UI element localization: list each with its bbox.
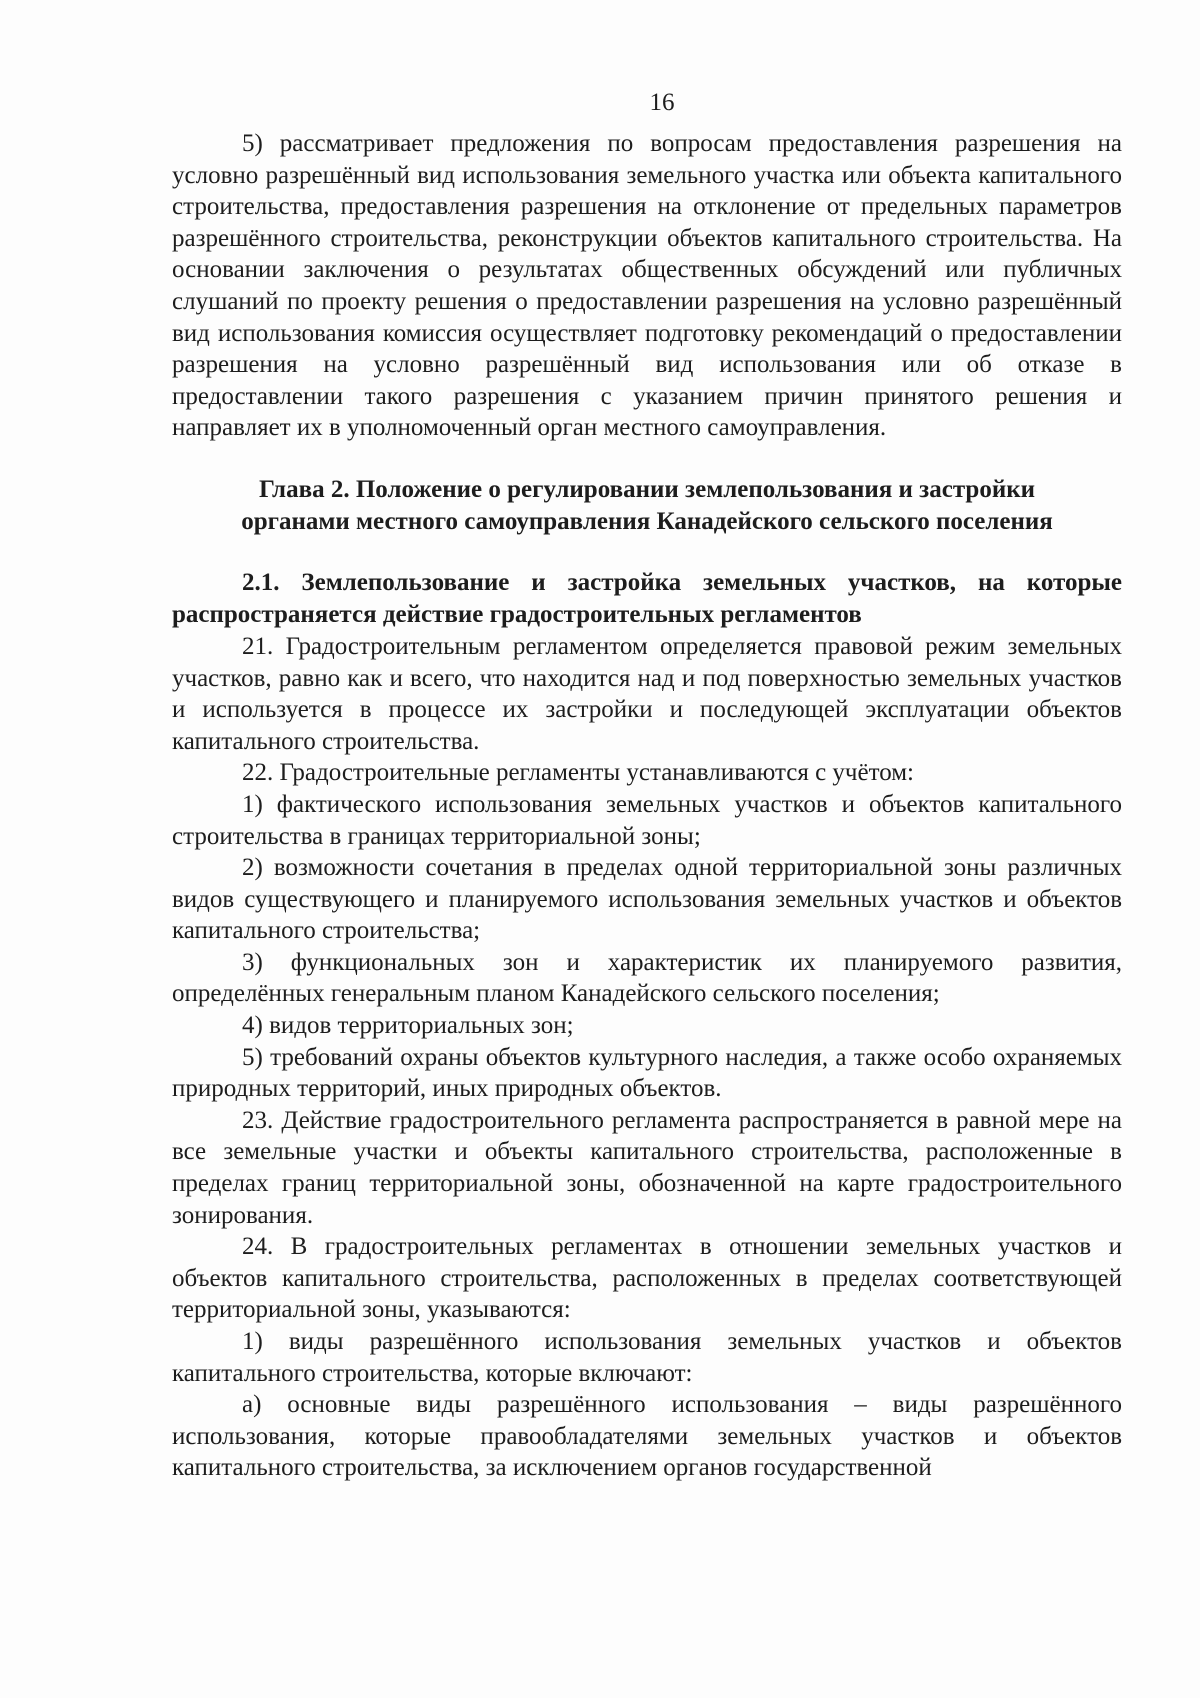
list-item-22-5: 5) требований охраны объектов культурного наследия, а также особо охраняемых природных территорий, иных природных объектов.: [172, 1043, 1122, 1103]
paragraph-21: 21. Градостроительным регламентом определяется правовой режим земельных участков, равно как и всего, что находится над и под поверхностью земельных участков и используется в процессе их застройки и последующей эксплуатации объектов капитального строительства.: [172, 632, 1122, 755]
section-heading: 2.1. Землепользование и застройка земельных участков, на которые распространяется действие градостроительных регламентов: [172, 568, 1122, 628]
paragraph-23: 23. Действие градостроительного регламента распространяется в равной мере на все земельные участки и объекты капитального строительства, расположенные в пределах границ территориальной зоны, обозначенной на карте градостроительного зонирования.: [172, 1106, 1122, 1229]
list-item-24-1: 1) виды разрешённого использования земельных участков и объектов капитального строительства, которые включают:: [172, 1328, 1122, 1387]
list-item-22-4: 4) видов территориальных зон;: [242, 1012, 574, 1040]
list-item-24-1-a: а) основные виды разрешённого использования – виды разрешённого использования, которые правообладателями земельных участков и объектов капитального строительства, за исключением органов государственной: [172, 1391, 1122, 1482]
list-item-22-2: 2) возможности сочетания в пределах одной территориальной зоны различных видов существующего и планируемого использования земельных участков и объектов капитального строительства;: [172, 854, 1122, 945]
page-number: 16: [649, 89, 675, 116]
paragraph-22: 22. Градостроительные регламенты устанавливаются с учётом:: [242, 759, 914, 787]
intro-paragraph: 5) рассматривает предложения по вопросам предоставления разрешения на условно разрешённый вид использования земельного участка или объекта капитального строительства, предоставления разрешения на отклонение от предельных параметров разрешённого строительства, реконструкции объектов капитального строительства. На основании заключения о результатах общественных обсуждений или публичных слушаний по проекту решения о предоставлении разрешения на условно разрешённый вид использования комиссия осуществляет подготовку рекомендаций о предоставлении разрешения на условно разрешённый вид использования или об отказе в предоставлении такого разрешения с указанием причин принятого решения и направляет их в уполномоченный орган местного самоуправления.: [172, 130, 1122, 442]
chapter-heading-line-2: органами местного самоуправления Канадейского сельского поселения: [241, 507, 1053, 535]
chapter-heading: [172, 474, 1122, 538]
chapter-heading-line-1: Глава 2. Положение о регулировании землепользования и застройки: [258, 475, 1036, 503]
paragraph-24: 24. В градостроительных регламентах в отношении земельных участков и объектов капитального строительства, расположенных в пределах соответствующей территориальной зоны, указываются:: [172, 1233, 1122, 1324]
list-item-22-1: 1) фактического использования земельных участков и объектов капитального строительства в границах территориальной зоны;: [172, 790, 1122, 850]
list-item-22-3: 3) функциональных зон и характеристик их планируемого развития, определённых генеральным планом Канадейского сельского поселения;: [172, 948, 1122, 1008]
page-content: [172, 88, 1122, 1484]
